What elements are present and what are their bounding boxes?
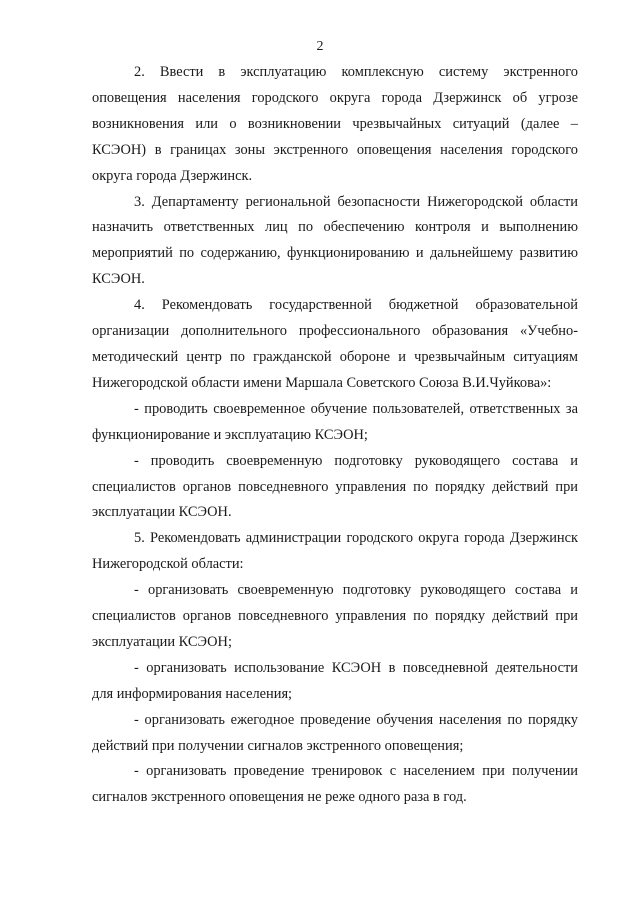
paragraph-item-5: 5. Рекомендовать администрации городского округа города Дзержинск Нижегородской области:: [92, 530, 578, 573]
document-body: [92, 60, 578, 811]
paragraph-item-4-bullet-2: - проводить своевременную подготовку руководящего состава и специалистов органов повседневного управления по порядку действий при эксплуатации КСЭОН.: [92, 452, 578, 521]
paragraph-item-5-bullet-1: - организовать своевременную подготовку руководящего состава и специалистов органов повседневного управления по порядку действий при эксплуатации КСЭОН;: [92, 582, 578, 650]
paragraph-item-4: 4. Рекомендовать государственной бюджетной образовательной организации дополнительного профессионального образования «Учебно-методический центр по гражданской обороне и чрезвычайным ситуациям Нижегородской области имени Маршала Советского Союза В.И.Чуйкова»:: [92, 297, 578, 391]
paragraph-item-5-bullet-4: - организовать проведение тренировок с населением при получении сигналов экстренного оповещения не реже одного раза в год.: [92, 763, 578, 806]
paragraph-item-2: 2. Ввести в эксплуатацию комплексную систему экстренного оповещения населения городского округа города Дзержинск об угрозе возникновения или о возникновении чрезвычайных ситуаций (далее – КСЭОН) в границах зоны экстренного оповещения населения городского округа города Дзержинск.: [92, 64, 578, 184]
paragraph-item-4-bullet-1: - проводить своевременное обучение пользователей, ответственных за функционирование и эксплуатацию КСЭОН;: [92, 400, 578, 443]
page-number: 2: [316, 39, 324, 54]
paragraph-item-3: 3. Департаменту региональной безопасности Нижегородской области назначить ответственных лиц по обеспечению контроля и выполнению мероприятий по содержанию, функционированию и дальнейшему развитию КСЭОН.: [92, 193, 578, 288]
paragraph-item-5-bullet-2: - организовать использование КСЭОН в повседневной деятельности для информирования населения;: [92, 659, 578, 702]
paragraph-item-5-bullet-3: - организовать ежегодное проведение обучения населения по порядку действий при получении сигналов экстренного оповещения;: [92, 711, 578, 754]
